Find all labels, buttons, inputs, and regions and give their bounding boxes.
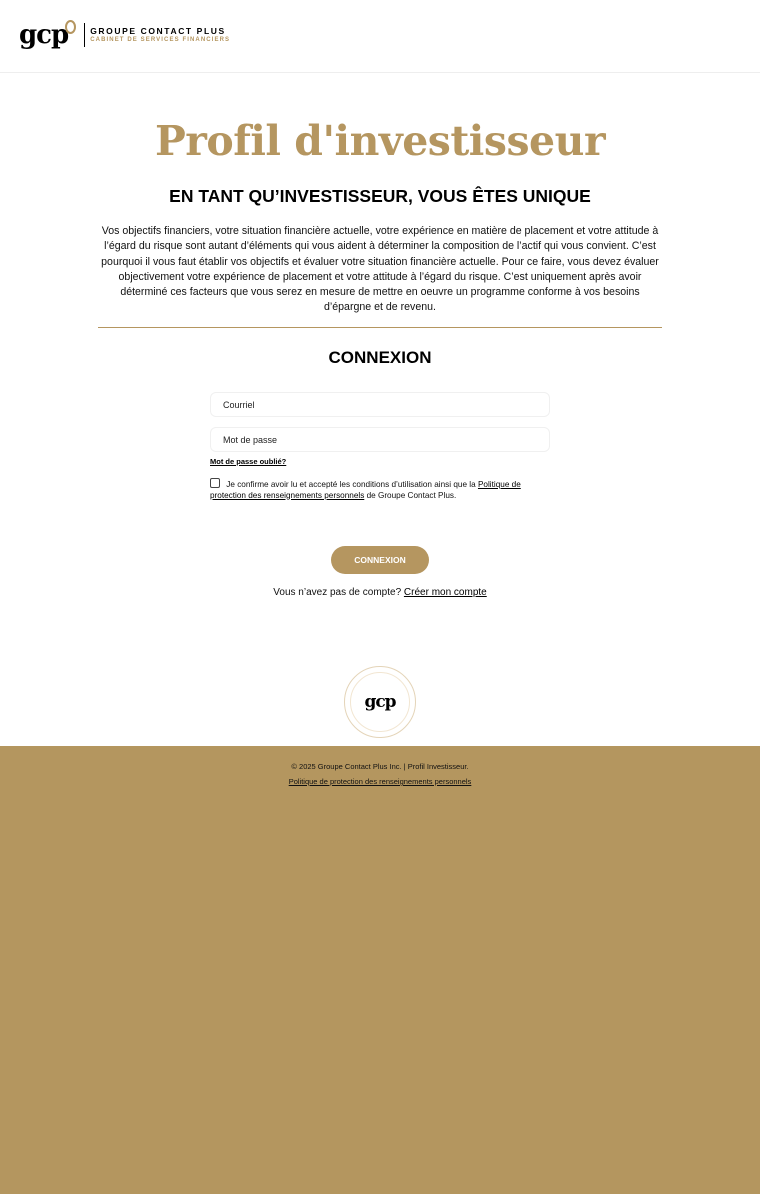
company-seal xyxy=(344,666,416,738)
copyright-text: © 2025 Groupe Contact Plus Inc. | Profil Investisseur. xyxy=(291,762,469,771)
company-logo[interactable] xyxy=(19,22,230,48)
site-header xyxy=(0,0,760,73)
login-title: CONNEXION xyxy=(328,348,432,367)
seal-mark: gcp xyxy=(364,692,396,712)
signup-prompt xyxy=(0,587,760,598)
privacy-policy-link[interactable]: Politique de protection des renseignements personnels xyxy=(210,480,521,500)
logo-name: GROUPE CONTACT PLUS xyxy=(90,26,226,36)
intro-paragraph: Vos objectifs financiers, votre situation financière actuelle, votre expérience en matière de placement et votre attitude à l’égard du risque sont autant d’éléments qui vous aident à déterminer la composition de l’actif qui vous convient. C’est pourquoi il vous faut établir vos objectifs et évaluer votre situation financière actuelle. Pour ce faire, vous devez évaluer objectivement votre expérience de placement et votre attitude à l’égard du risque. C’est uniquement après avoir déterminé ces facteurs que vous serez en mesure de mettre en oeuvre un programme conforme à vos besoins d’épargne et de revenu. xyxy=(101,225,659,314)
forgot-password-link[interactable]: Mot de passe oublié? xyxy=(210,457,287,466)
no-account-text: Vous n’avez pas de compte? xyxy=(273,587,402,598)
logo-ring-icon xyxy=(65,20,76,34)
logo-subtitle: CABINET DE SERVICES FINANCIERS xyxy=(90,37,231,43)
logo-divider xyxy=(84,23,85,47)
page-subtitle: EN TANT QU’INVESTISSEUR, VOUS ÊTES UNIQUE xyxy=(169,186,591,206)
consent-checkbox[interactable] xyxy=(210,478,220,488)
consent-row xyxy=(210,478,540,501)
login-button[interactable]: CONNEXION xyxy=(331,546,429,574)
password-input[interactable] xyxy=(210,427,550,452)
email-input[interactable] xyxy=(210,392,550,417)
logo-mark: gcp xyxy=(19,20,69,50)
consent-text: Je confirme avoir lu et accepté les conditions d’utilisation ainsi que la xyxy=(226,480,476,489)
page-title: Profil d'investisseur xyxy=(154,117,606,165)
consent-suffix: de Groupe Contact Plus. xyxy=(366,490,457,500)
site-footer xyxy=(0,746,760,1194)
section-divider xyxy=(98,327,662,328)
footer-privacy-link[interactable]: Politique de protection des renseignements personnels xyxy=(288,777,472,786)
create-account-link[interactable]: Créer mon compte xyxy=(403,587,487,598)
